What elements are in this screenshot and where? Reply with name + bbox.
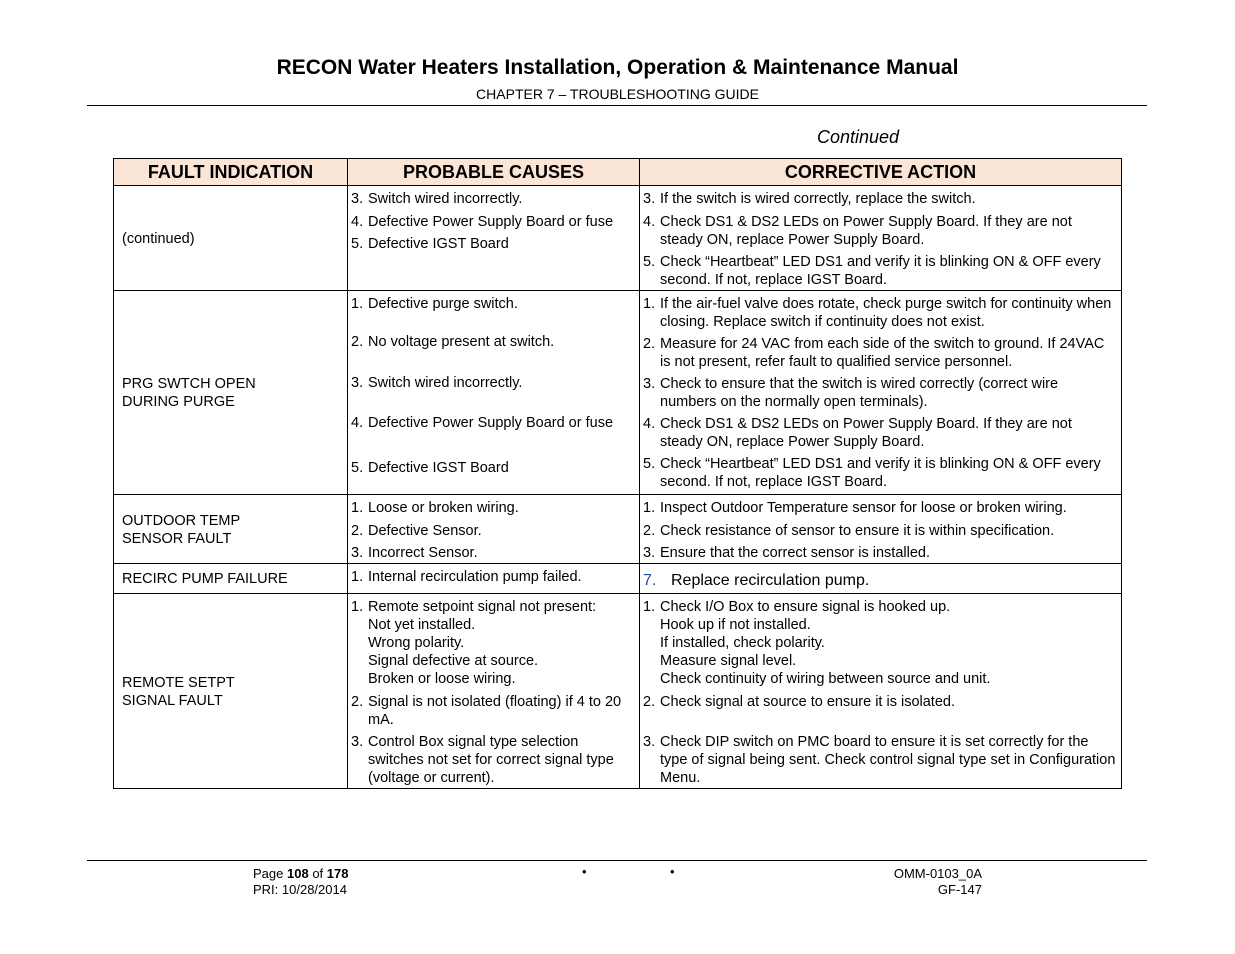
fault-cell xyxy=(114,495,348,564)
action-text: Check resistance of sensor to ensure it is within specification. xyxy=(660,523,1055,539)
table-header-row xyxy=(114,159,1122,186)
cause-number: 1. xyxy=(351,599,364,615)
action-text: Replace recirculation pump. xyxy=(671,572,870,589)
cause-item xyxy=(351,333,636,374)
fault-label: OUTDOOR TEMP xyxy=(122,512,241,529)
page-number xyxy=(253,866,349,882)
cause-text: Incorrect Sensor. xyxy=(368,545,478,561)
cause-number: 3. xyxy=(351,545,364,561)
cause-number: 5. xyxy=(351,460,364,476)
cause-number: 1. xyxy=(351,569,364,585)
cause-item xyxy=(351,544,636,562)
action-text: Check signal at source to ensure it is isolated. xyxy=(660,694,955,710)
action-number: 2. xyxy=(643,523,656,539)
action-text xyxy=(660,598,1118,688)
causes-cell xyxy=(348,291,640,495)
cause-item xyxy=(351,459,636,477)
cause-item xyxy=(351,414,636,459)
action-item xyxy=(643,693,1118,729)
action-cell xyxy=(640,594,1122,789)
fault-label: RECIRC PUMP FAILURE xyxy=(122,571,288,587)
cause-sub-item: Wrong polarity. xyxy=(368,635,465,651)
action-text: Check “Heartbeat” LED DS1 and verify it is blinking ON & OFF every second. If not, replace IGST Board. xyxy=(660,456,1101,490)
action-item xyxy=(643,190,1118,208)
cause-number: 4. xyxy=(351,415,364,431)
action-text: Check DIP switch on PMC board to ensure it is set correctly for the type of signal being sent. Check control signal type set in Configuration Menu. xyxy=(660,734,1116,786)
action-number: 4. xyxy=(643,416,656,432)
cause-number: 5. xyxy=(351,236,364,252)
table-row xyxy=(114,564,1122,594)
gf-number: GF-147 xyxy=(937,882,982,897)
cause-text: Loose or broken wiring. xyxy=(368,500,519,516)
cause-heading: Remote setpoint signal not present: xyxy=(368,599,597,615)
page-total: 178 xyxy=(326,866,349,881)
cause-item xyxy=(351,598,636,688)
chapter-title: CHAPTER 7 – TROUBLESHOOTING GUIDE xyxy=(476,86,759,102)
action-cell xyxy=(640,564,1122,594)
action-text: Check “Heartbeat” LED DS1 and verify it is blinking ON & OFF every second. If not, replace IGST Board. xyxy=(660,254,1101,288)
action-sub-item: Hook up if not installed. xyxy=(660,617,811,633)
action-number: 3. xyxy=(643,545,656,561)
cause-item xyxy=(351,499,636,517)
cause-number: 3. xyxy=(351,734,364,750)
cause-text: Defective Power Supply Board or fuse xyxy=(368,415,614,431)
continued-label: Continued xyxy=(817,127,900,147)
action-cell xyxy=(640,186,1122,291)
fault-label: DURING PURGE xyxy=(122,394,235,410)
fault-label: REMOTE SETPT xyxy=(122,674,235,691)
footer-doc-info xyxy=(782,866,982,898)
action-item xyxy=(643,522,1118,540)
cause-item xyxy=(351,190,636,208)
action-text: Check DS1 & DS2 LEDs on Power Supply Board. If they are not steady ON, replace Power Supply Board. xyxy=(660,416,1072,450)
action-item xyxy=(643,213,1118,249)
action-item xyxy=(643,572,1118,590)
column-header-fault: FAULT INDICATION xyxy=(114,159,348,186)
action-cell xyxy=(640,291,1122,495)
action-sub-item: Measure signal level. xyxy=(660,653,797,669)
action-item xyxy=(643,544,1118,562)
cause-item xyxy=(351,693,636,729)
pri-date: PRI: 10/28/2014 xyxy=(253,882,347,897)
action-item xyxy=(643,499,1118,517)
action-heading: Check I/O Box to ensure signal is hooked up. xyxy=(660,599,951,615)
action-sub-item: If installed, check polarity. xyxy=(660,635,825,651)
action-number: 3. xyxy=(643,734,656,750)
action-item xyxy=(643,415,1118,451)
cause-text: Defective IGST Board xyxy=(368,236,509,252)
page-current: 108 xyxy=(287,866,309,881)
footer-bullet: • xyxy=(670,864,675,879)
cause-item xyxy=(351,568,636,586)
page-of-label: of xyxy=(312,866,324,881)
action-item xyxy=(643,733,1118,787)
cause-item xyxy=(351,522,636,540)
action-number: 4. xyxy=(643,214,656,230)
cause-item xyxy=(351,733,636,787)
action-text: Ensure that the correct sensor is installed. xyxy=(660,545,930,561)
action-number: 5. xyxy=(643,456,656,472)
cause-text: Signal is not isolated (floating) if 4 to 20 mA. xyxy=(368,694,622,728)
action-number: 1. xyxy=(643,500,656,516)
action-item xyxy=(643,335,1118,371)
action-item xyxy=(643,295,1118,331)
cause-text: Defective Power Supply Board or fuse xyxy=(368,214,614,230)
cause-text: Defective Sensor. xyxy=(368,523,482,539)
fault-label: SIGNAL FAULT xyxy=(122,692,223,709)
action-number: 3. xyxy=(643,376,656,392)
cause-text: Internal recirculation pump failed. xyxy=(368,569,582,585)
cause-text: Defective IGST Board xyxy=(368,460,509,476)
table-row xyxy=(114,495,1122,564)
cause-text: Defective purge switch. xyxy=(368,296,518,312)
action-cell xyxy=(640,495,1122,564)
cause-number: 1. xyxy=(351,296,364,312)
action-sub-item: Check continuity of wiring between source and unit. xyxy=(660,671,991,687)
document-number: OMM-0103_0A xyxy=(893,866,982,881)
action-item xyxy=(643,253,1118,289)
action-item xyxy=(643,375,1118,411)
cause-number: 3. xyxy=(351,375,364,391)
action-number: 2. xyxy=(643,336,656,352)
cause-sub-item: Not yet installed. xyxy=(368,617,476,633)
action-number: 3. xyxy=(643,191,656,207)
cause-item xyxy=(351,295,636,333)
action-text: Check DS1 & DS2 LEDs on Power Supply Board. If they are not steady ON, replace Power Supply Board. xyxy=(660,214,1072,248)
action-text: Measure for 24 VAC from each side of the switch to ground. If 24VAC is not present, refer fault to qualified service personnel. xyxy=(660,336,1105,370)
cause-text: No voltage present at switch. xyxy=(368,334,555,350)
causes-cell xyxy=(348,564,640,594)
fault-cell xyxy=(114,564,348,594)
table-row xyxy=(114,291,1122,495)
fault-label: SENSOR FAULT xyxy=(122,530,232,547)
fault-cell xyxy=(114,186,348,291)
cause-number: 1. xyxy=(351,500,364,516)
cause-text xyxy=(368,598,636,688)
page-title: RECON Water Heaters Installation, Operation & Maintenance Manual xyxy=(276,56,959,79)
footer-page-info xyxy=(253,866,349,898)
cause-number: 2. xyxy=(351,334,364,350)
cause-item xyxy=(351,374,636,414)
page-label: Page xyxy=(253,866,284,881)
causes-cell xyxy=(348,186,640,291)
cause-text: Switch wired incorrectly. xyxy=(368,191,523,207)
action-number: 2. xyxy=(643,694,656,710)
action-text: Check to ensure that the switch is wired correctly (correct wire numbers on the normally open terminals). xyxy=(660,376,1059,410)
action-text: Inspect Outdoor Temperature sensor for loose or broken wiring. xyxy=(660,500,1067,516)
action-number: 7. xyxy=(643,572,657,589)
fault-cell xyxy=(114,594,348,789)
action-number: 5. xyxy=(643,254,656,270)
troubleshooting-table xyxy=(113,158,1122,789)
cause-number: 4. xyxy=(351,214,364,230)
causes-cell xyxy=(348,495,640,564)
footer-rule xyxy=(87,860,1147,861)
action-item xyxy=(643,455,1118,491)
footer-bullet: • xyxy=(582,864,587,879)
header-rule xyxy=(87,105,1147,106)
cause-item xyxy=(351,213,636,231)
cause-text: Switch wired incorrectly. xyxy=(368,375,523,391)
cause-number: 2. xyxy=(351,523,364,539)
table-row xyxy=(114,186,1122,291)
action-text: If the switch is wired correctly, replace the switch. xyxy=(660,191,976,207)
column-header-causes: PROBABLE CAUSES xyxy=(348,159,640,186)
column-header-action: CORRECTIVE ACTION xyxy=(640,159,1122,186)
action-number: 1. xyxy=(643,296,656,312)
fault-label: PRG SWTCH OPEN xyxy=(122,376,256,392)
fault-cell xyxy=(114,291,348,495)
cause-number: 3. xyxy=(351,191,364,207)
table-row xyxy=(114,594,1122,789)
cause-sub-item: Signal defective at source. xyxy=(368,653,539,669)
cause-item xyxy=(351,235,636,253)
cause-sub-item: Broken or loose wiring. xyxy=(368,671,516,687)
causes-cell xyxy=(348,594,640,789)
action-text: If the air-fuel valve does rotate, check purge switch for continuity when closing. Replace switch if continuity does not exist. xyxy=(660,296,1112,330)
fault-label: (continued) xyxy=(122,230,195,247)
action-number: 1. xyxy=(643,599,656,615)
cause-number: 2. xyxy=(351,694,364,710)
cause-text: Control Box signal type selection switches not set for correct signal type (voltage or current). xyxy=(368,734,614,786)
action-item xyxy=(643,598,1118,688)
